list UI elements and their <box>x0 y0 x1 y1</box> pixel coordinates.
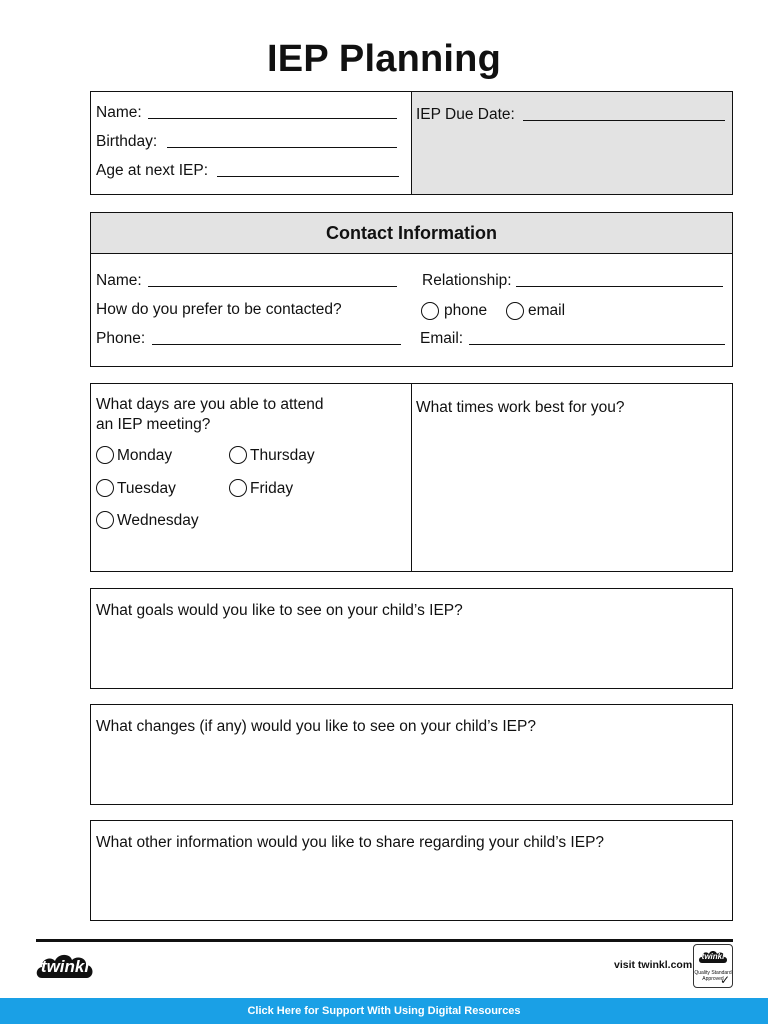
phone-label: Phone: <box>96 330 146 347</box>
other-info-box[interactable] <box>90 820 733 921</box>
due-date-label: IEP Due Date: <box>416 106 515 123</box>
due-date-field[interactable] <box>523 120 725 121</box>
visit-link[interactable]: visit twinkl.com <box>614 959 693 971</box>
birthday-field[interactable] <box>167 147 397 148</box>
thursday-label: Thursday <box>250 447 315 464</box>
checkmark-icon: ✓ <box>720 973 731 987</box>
tuesday-radio[interactable] <box>96 479 114 497</box>
days-question-line1: What days are you able to attend <box>96 396 324 413</box>
twinkl-logo-text: twinkl <box>40 957 90 976</box>
birthday-label: Birthday: <box>96 133 158 150</box>
age-field[interactable] <box>217 176 399 177</box>
name-label: Name: <box>96 104 142 121</box>
tuesday-label: Tuesday <box>117 480 176 497</box>
days-question-line2: an IEP meeting? <box>96 416 211 433</box>
email-option-label: email <box>528 302 566 319</box>
monday-label: Monday <box>117 447 173 464</box>
contact-name-label: Name: <box>96 272 142 289</box>
support-link-bar[interactable]: Click Here for Support With Using Digital Resources <box>0 998 768 1024</box>
badge-line1: Quality Standard <box>694 970 732 976</box>
wednesday-radio[interactable] <box>96 511 114 529</box>
meeting-availability-box <box>90 383 733 572</box>
times-question: What times work best for you? <box>416 399 625 416</box>
wednesday-label: Wednesday <box>117 512 199 529</box>
goals-box[interactable] <box>90 588 733 689</box>
badge-line2: Approved <box>702 976 724 982</box>
relationship-field[interactable] <box>516 286 723 287</box>
badge-logo <box>698 948 728 966</box>
contact-header-divider <box>91 253 732 254</box>
phone-radio[interactable] <box>421 302 439 320</box>
friday-radio[interactable] <box>229 479 247 497</box>
footer-divider <box>36 939 733 942</box>
email-label: Email: <box>420 330 464 347</box>
contact-preference-question: How do you prefer to be contacted? <box>96 301 342 318</box>
quality-badge <box>693 944 733 988</box>
meeting-divider <box>411 384 412 571</box>
contact-info-box <box>90 212 733 367</box>
name-field[interactable] <box>148 118 397 119</box>
contact-heading: Contact Information <box>326 223 497 243</box>
page-title: IEP Planning <box>267 38 501 80</box>
age-label: Age at next IEP: <box>96 162 209 179</box>
contact-name-field[interactable] <box>148 286 397 287</box>
twinkl-logo[interactable] <box>34 948 96 986</box>
student-info-divider <box>411 92 412 194</box>
friday-label: Friday <box>250 480 294 497</box>
email-radio[interactable] <box>506 302 524 320</box>
times-answer-area[interactable] <box>413 424 730 569</box>
goals-question: What goals would you like to see on your child’s IEP? <box>96 602 463 619</box>
phone-option-label: phone <box>444 302 488 319</box>
other-info-question: What other information would you like to share regarding your child’s IEP? <box>96 834 605 851</box>
badge-logo-text: twinkl <box>701 952 725 961</box>
monday-radio[interactable] <box>96 446 114 464</box>
changes-question: What changes (if any) would you like to see on your child’s IEP? <box>96 718 536 735</box>
changes-box[interactable] <box>90 704 733 805</box>
email-field[interactable] <box>469 344 725 345</box>
relationship-label: Relationship: <box>422 272 512 289</box>
phone-field[interactable] <box>152 344 401 345</box>
thursday-radio[interactable] <box>229 446 247 464</box>
student-info-box <box>90 91 733 195</box>
